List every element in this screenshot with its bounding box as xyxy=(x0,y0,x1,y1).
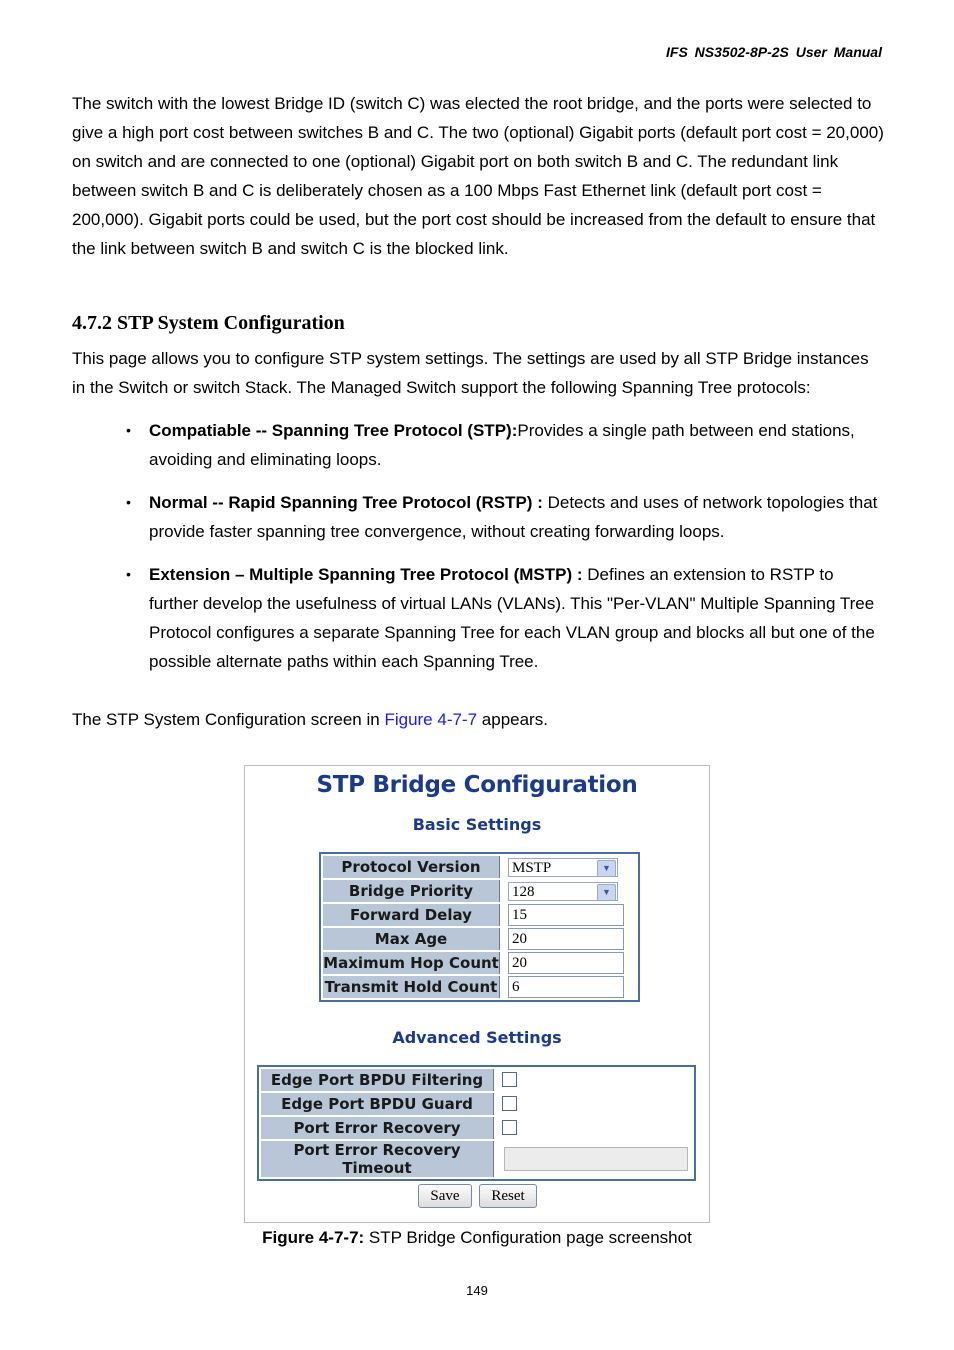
list-item-term: Normal -- Rapid Spanning Tree Protocol (RSTP) : xyxy=(149,493,543,512)
table-row xyxy=(261,1117,692,1139)
protocol-version-label: Protocol Version xyxy=(323,856,500,878)
screen-reference xyxy=(72,705,884,734)
page-number: 149 xyxy=(466,1283,488,1298)
bridge-priority-value: 128 xyxy=(512,883,535,900)
list-item xyxy=(126,416,884,474)
intro-paragraph: The switch with the lowest Bridge ID (switch C) was elected the root bridge, and the ports were selected to give a high port cost between switches B and C. The two (optional) Gigabit ports (default port cost = 20,000) on switch and are connected to one (optional) Gigabit port on both switch B and C. The redundant link between switch B and C is deliberately chosen as a 100 Mbps Fast Ethernet link (default port cost = 200,000). Gigabit ports could be used, but the port cost should be increased from the default to ensure that the link between switch B and switch C is the blocked link. xyxy=(72,94,884,258)
list-item-text: Detects and uses of network topologies that provide faster spanning tree convergence, without creating forwarding loops. xyxy=(149,493,878,541)
protocol-version-select[interactable] xyxy=(508,858,618,877)
error-recovery-label: Port Error Recovery xyxy=(261,1117,494,1139)
screen-reference-text-end: appears. xyxy=(477,710,548,729)
protocol-version-value: MSTP xyxy=(512,859,552,876)
max-hop-count-input[interactable]: 20 xyxy=(508,952,624,974)
bpdu-guard-label: Edge Port BPDU Guard xyxy=(261,1093,494,1115)
chevron-down-icon[interactable]: ▼ xyxy=(597,884,616,901)
list-item xyxy=(126,488,884,546)
page-title: STP Bridge Configuration xyxy=(316,772,638,798)
transmit-hold-count-label: Transmit Hold Count xyxy=(323,976,500,998)
table-row xyxy=(323,856,636,878)
figure-link[interactable]: Figure 4-7-7 xyxy=(384,710,478,729)
table-row xyxy=(261,1069,692,1091)
bullet-icon: • xyxy=(126,422,131,438)
bridge-priority-label: Bridge Priority xyxy=(323,880,500,902)
advanced-settings-heading: Advanced Settings xyxy=(392,1028,562,1047)
screen-reference-text: The STP System Configuration screen in xyxy=(72,710,385,729)
bpdu-filtering-checkbox[interactable] xyxy=(502,1072,517,1087)
table-row xyxy=(323,952,636,974)
list-item xyxy=(126,560,884,676)
bullet-icon: • xyxy=(126,566,131,582)
forward-delay-label: Forward Delay xyxy=(323,904,500,926)
list-item-text: Provides a single path between end stations, avoiding and eliminating loops. xyxy=(149,421,855,469)
figure-screenshot xyxy=(244,765,710,1223)
basic-settings-heading: Basic Settings xyxy=(412,815,542,834)
table-row xyxy=(261,1141,692,1177)
table-row xyxy=(323,976,636,998)
forward-delay-input[interactable]: 15 xyxy=(508,904,624,926)
save-button[interactable]: Save xyxy=(418,1184,472,1208)
bpdu-filtering-label: Edge Port BPDU Filtering xyxy=(261,1069,494,1091)
max-hop-count-label: Maximum Hop Count xyxy=(323,954,499,972)
list-item-text: Defines an extension to RSTP to further develop the usefulness of virtual LANs (VLANs). This "Per-VLAN" Multiple Spanning Tree Protocol configures a separate Spanning Tree for each VLAN group and blocks all but one of the possible alternate paths within each Spanning Tree. xyxy=(149,565,875,671)
transmit-hold-count-input[interactable]: 6 xyxy=(508,976,624,998)
protocol-list xyxy=(126,416,884,690)
table-row xyxy=(323,928,636,950)
advanced-settings-table xyxy=(257,1065,696,1181)
list-item-term: Compatiable -- Spanning Tree Protocol (STP): xyxy=(149,421,518,440)
list-item-term: Extension – Multiple Spanning Tree Protocol (MSTP) : xyxy=(149,565,583,584)
section-title: 4.7.2 STP System Configuration xyxy=(72,312,345,334)
table-row xyxy=(323,904,636,926)
max-age-input[interactable]: 20 xyxy=(508,928,624,950)
table-row xyxy=(323,880,636,902)
document-header: IFS NS3502-8P-2S User Manual xyxy=(666,44,882,60)
basic-settings-table xyxy=(319,852,640,1002)
caption-label: Figure 4-7-7: xyxy=(262,1228,365,1247)
error-recovery-timeout-input[interactable] xyxy=(504,1147,688,1171)
bullet-icon: • xyxy=(126,494,131,510)
error-recovery-timeout-label: Port Error Recovery Timeout xyxy=(261,1141,494,1177)
figure-caption xyxy=(0,1228,954,1248)
reset-button[interactable]: Reset xyxy=(479,1184,537,1208)
bpdu-guard-checkbox[interactable] xyxy=(502,1096,517,1111)
bridge-priority-select[interactable] xyxy=(508,882,618,901)
caption-text: STP Bridge Configuration page screenshot xyxy=(364,1228,692,1247)
error-recovery-checkbox[interactable] xyxy=(502,1120,517,1135)
section-intro: This page allows you to configure STP system settings. The settings are used by all STP Bridge instances in the Switch or switch Stack. The Managed Switch support the following Spanning Tree protocols: xyxy=(72,349,869,397)
table-row xyxy=(261,1093,692,1115)
max-age-label: Max Age xyxy=(323,928,500,950)
chevron-down-icon[interactable]: ▼ xyxy=(597,860,616,877)
